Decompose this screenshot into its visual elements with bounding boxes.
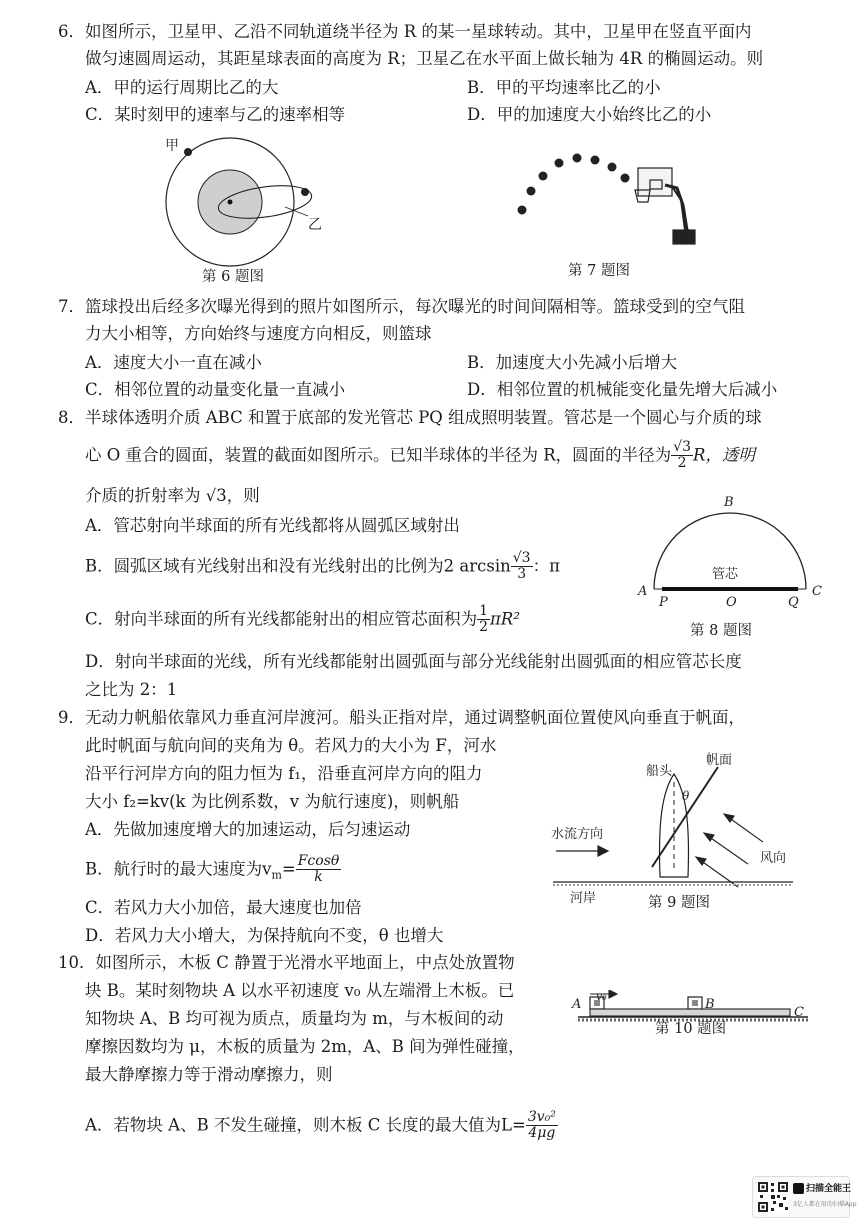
q8-stem-line1: 8．半球体透明介质 ABC 和置于底部的发光管芯 PQ 组成照明装置。管芯是一个圆心与介质的球: [58, 408, 762, 427]
scanner-watermark: [752, 1176, 857, 1218]
q6-option-b: B．甲的平均速率比乙的小: [467, 78, 661, 97]
q7-basketball-hoop: [635, 168, 695, 244]
q7-option-a: A．速度大小一直在减小: [85, 353, 262, 372]
q9-label-sail: 帆面: [706, 753, 733, 768]
q9-figure-caption: 第 9 题图: [648, 895, 710, 911]
q7-figure-caption: 第 7 题图: [568, 263, 630, 279]
q9-label-bank: 河岸: [570, 891, 597, 906]
q8-option-b-text: B．圆弧区域有光线射出和没有光线射出的比例为: [85, 556, 444, 576]
q8-stem-line3: 介质的折射率为 √3，则: [85, 486, 260, 505]
q8-core-radius-fraction: [671, 440, 693, 472]
q7-ball: [539, 172, 548, 181]
q10-stem-line2: 块 B。某时刻物块 A 以水平初速度 v₀ 从左端滑上木板。已: [85, 981, 515, 1000]
q7-option-c: C．相邻位置的动量变化量一直减小: [85, 380, 346, 399]
q7-basketball-positions: [518, 154, 630, 215]
q9-label-wind: 风向: [760, 851, 787, 866]
q6-label-jia: 甲: [165, 138, 179, 154]
q6-stem-line2: 做匀速圆周运动，其距星球表面的高度为 R；卫星乙在水平面上做长轴为 4R 的椭圆运动。则: [85, 49, 764, 68]
q6-figure: [150, 132, 340, 277]
camscanner-logo-icon: [793, 1183, 804, 1194]
q9-option-b-den: k: [314, 869, 323, 886]
q8-option-c-tail: πR²: [490, 609, 520, 629]
q6-option-c: C．某时刻甲的速率与乙的速率相等: [85, 105, 346, 124]
q8-label-c: C: [812, 584, 822, 599]
q9-option-b-sub: m: [271, 868, 282, 882]
q8-stem-line2-text: 心 O 重合的圆面，装置的截面如图所示。已知半球体的半径为 R，圆面的半径为: [85, 445, 672, 465]
q8-option-b-fraction: [511, 551, 533, 583]
q10-option-a: [85, 1110, 558, 1142]
q9-option-a: A．先做加速度增大的加速运动，后匀速运动: [85, 820, 411, 839]
q10-stem-line4: 摩擦因数均为 μ，木板的质量为 2m，A、B 间为弹性碰撞，: [85, 1037, 525, 1056]
q9-option-b-num: Fcosθ: [297, 853, 340, 869]
q8-label-p: P: [659, 595, 668, 610]
q9-option-b-eq: =: [281, 859, 296, 879]
badge-subtitle: 3亿人都在用的扫描App: [793, 1201, 857, 1208]
q9-label-bow: 船头: [646, 764, 673, 779]
q8-figure: [632, 492, 832, 612]
qr-code-icon: [757, 1181, 789, 1213]
badge-brand: 扫描全能王: [806, 1184, 852, 1194]
q8-option-c-text: C．射向半球面的所有光线都能射出的相应管芯面积为: [85, 609, 478, 629]
q8-label-a: A: [638, 584, 648, 599]
q8-label-o: O: [726, 595, 737, 610]
q9-stem-line4: 大小 f₂=kv(k 为比例系数，v 为航行速度)，则帆船: [85, 792, 460, 811]
q6-satellite-jia: [184, 148, 192, 156]
q9-stem-line2: 此时帆面与航向间的夹角为 θ。若风力的大小为 F，河水: [85, 736, 497, 755]
q7-stem-line2: 力大小相等，方向始终与速度方向相反，则篮球: [85, 324, 432, 343]
q10-option-a-fraction: [526, 1110, 558, 1142]
q10-stem-line3: 知物块 A、B 均可视为质点，质量均为 m，与木板间的动: [85, 1009, 504, 1028]
q7-stem-line1: 7．篮球投出后经多次曝光得到的照片如图所示，每次曝光的时间间隔相等。篮球受到的空气阻: [58, 297, 745, 316]
q8-label-b: B: [724, 495, 734, 510]
q7-option-d: D．相邻位置的机械能变化量先增大后减小: [467, 380, 778, 399]
q10-figure-caption: 第 10 题图: [655, 1021, 727, 1037]
q10-block-b-mark: [692, 1000, 698, 1006]
q8-option-b-den: 3: [517, 566, 527, 583]
q7-ball: [591, 156, 600, 165]
q10-label-b: B: [705, 997, 715, 1012]
q6-stem-line1: 6．如图所示，卫星甲、乙沿不同轨道绕半径为 R 的某一星球转动。其中，卫星甲在竖直平面内: [58, 22, 752, 41]
q8-option-c: [85, 604, 520, 636]
q9-option-b: [85, 854, 341, 886]
q10-label-v0: v₀: [596, 990, 607, 1003]
q8-option-a: A．管芯射向半球面的所有光线都将从圆弧区域射出: [85, 516, 460, 535]
q10-label-a: A: [572, 997, 582, 1012]
q7-option-b: B．加速度大小先减小后增大: [467, 353, 678, 372]
q7-figure: [505, 140, 705, 255]
q8-option-b-formula: 2 arcsin: [443, 556, 511, 576]
q8-label-q: Q: [788, 595, 799, 610]
q9-option-d: D．若风力大小增大，为保持航向不变，θ 也增大: [85, 926, 444, 945]
q8-option-d-line1: D．射向半球面的光线，所有光线都能射出圆弧面与部分光线能射出圆弧面的相应管芯长度: [85, 652, 742, 671]
q9-stem-line1: 9．无动力帆船依靠风力垂直河岸渡河。船头正指对岸，通过调整帆面位置使风向垂直于帆面，: [58, 708, 745, 727]
q8-option-b-tail: ：π: [532, 556, 560, 576]
q7-ball: [527, 187, 536, 196]
q6-satellite-yi: [301, 188, 309, 196]
q8-option-c-num: 1: [479, 603, 489, 619]
q10-label-c: C: [794, 1005, 804, 1020]
q8-option-c-den: 2: [479, 619, 489, 636]
q8-figure-caption: 第 8 题图: [690, 623, 752, 639]
q7-ball: [518, 206, 527, 215]
q10-option-a-den: 4μg: [528, 1125, 556, 1142]
q8-label-core: 管芯: [712, 567, 739, 582]
q6-figure-caption: 第 6 题图: [202, 269, 264, 285]
q8-frac-den: 2: [677, 455, 687, 472]
q6-planet-center: [228, 200, 233, 205]
q9-wind-arrows: [696, 814, 763, 887]
q7-ball: [573, 154, 582, 163]
q8-option-b: [85, 551, 560, 583]
q9-option-b-fraction: [296, 854, 342, 886]
q9-option-c: C．若风力大小加倍，最大速度也加倍: [85, 898, 362, 917]
q8-stem-line2: [85, 440, 755, 472]
q10-option-a-text: A．若物块 A、B 不发生碰撞，则木板 C 长度的最大值为L=: [85, 1115, 526, 1135]
q9-figure: [548, 752, 798, 912]
q8-option-d-line2: 之比为 2：1: [85, 680, 178, 699]
q10-stem-line1: 10．如图所示，木板 C 静置于光滑水平地面上，中点处放置物: [58, 953, 515, 972]
q8-frac-num: √3: [673, 439, 692, 455]
q10-stem-line5: 最大静摩擦力等于滑动摩擦力，则: [85, 1065, 333, 1084]
q6-leader-line: [285, 207, 308, 216]
q9-option-b-text: B．航行时的最大速度为v: [85, 859, 272, 879]
q9-label-current: 水流方向: [551, 827, 604, 842]
q8-option-c-fraction: [477, 604, 490, 636]
q10-board-c: [590, 1009, 790, 1016]
q8-stem-line2-tail: R，透明: [693, 445, 755, 465]
q9-current-arrow: [556, 846, 608, 856]
q6-option-a: A．甲的运行周期比乙的大: [85, 78, 279, 97]
q9-label-theta: θ: [682, 789, 690, 803]
q7-ball: [608, 163, 617, 172]
q7-ball: [621, 174, 630, 183]
q6-option-d: D．甲的加速度大小始终比乙的小: [467, 105, 712, 124]
q9-stem-line3: 沿平行河岸方向的阻力恒为 f₁，沿垂直河岸方向的阻力: [85, 764, 483, 783]
q6-label-yi: 乙: [308, 217, 322, 233]
q10-option-a-num: 3v₀²: [527, 1109, 556, 1125]
q8-option-b-num: √3: [512, 550, 531, 566]
q7-ball: [555, 159, 564, 168]
